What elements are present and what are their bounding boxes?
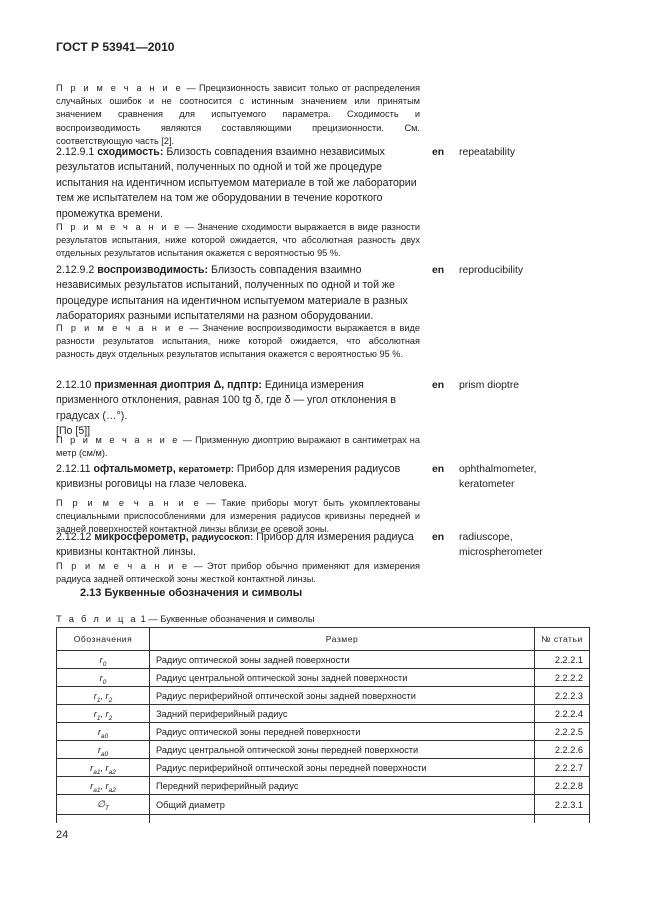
- symbol: r: [99, 654, 103, 665]
- term-definition: Прибор для измерения радиусов кривизны роговицы на глазе человека.: [56, 463, 401, 491]
- quantity-cell: Радиус оптической зоны задней поверхности: [150, 651, 535, 669]
- table-row: [57, 651, 590, 669]
- symbol: r: [105, 762, 109, 773]
- table-header-row: [57, 628, 590, 651]
- symbol-subscript: a0: [100, 732, 109, 740]
- symbol-cell: [57, 795, 150, 815]
- symbol-cell: [57, 669, 150, 687]
- term-number: 2.12.9.2: [56, 264, 95, 276]
- note-precision: [56, 82, 420, 148]
- symbol-cell: [57, 651, 150, 669]
- symbol-subscript: a2: [108, 768, 116, 776]
- empty-cell: [150, 815, 535, 824]
- symbol: r: [97, 744, 101, 755]
- term-number: 2.12.10: [56, 379, 92, 391]
- note-label: П р и м е ч а н и е: [56, 498, 201, 508]
- symbol: r: [93, 708, 97, 719]
- english-equivalent: [459, 530, 609, 560]
- clause-cell: 2.2.2.2: [535, 669, 590, 687]
- term-definition: Близость совпадения взаимно независимых результатов испытаний, полученных по одной и той же процедуре испытания на идентичном испытуемом материале в той же лаборатории тем же испытателем на том же оборудовании в течение короткого промежутка времени.: [56, 146, 417, 220]
- note-label: П р и м е ч а н и е: [56, 435, 180, 445]
- note-label: П р и м е ч а н и е: [56, 222, 182, 232]
- table-row: [57, 759, 590, 777]
- clause-cell: 2.2.3.1: [535, 795, 590, 815]
- symbol-subscript: 1: [96, 714, 101, 722]
- symbol-subscript: 1: [96, 696, 101, 704]
- empty-cell: [535, 815, 590, 824]
- lang-code: en: [432, 532, 445, 543]
- table-row: [57, 741, 590, 759]
- lang-code: en: [432, 265, 445, 276]
- table-row: [57, 777, 590, 795]
- column-header-quantity: Размер: [150, 628, 535, 651]
- table-caption: [56, 613, 315, 624]
- symbol: r: [90, 762, 94, 773]
- lang-code: en: [432, 380, 445, 391]
- term-prism-dioptre: [56, 378, 422, 440]
- english-equivalent: reproducibility: [459, 265, 524, 276]
- clause-cell: 2.2.2.8: [535, 777, 590, 795]
- quantity-cell: Радиус центральной оптической зоны передней поверхности: [150, 741, 535, 759]
- english-equivalent: prism dioptre: [459, 380, 520, 391]
- note-text: — Значение сходимости выражается в виде разности результатов испытания, ниже которой ожидается, что абсолютная разность двух отдельных результатов испытания окажется с вероятностью 95 %.: [56, 222, 420, 259]
- column-header-symbols: Обозначения: [57, 628, 150, 651]
- symbol: r: [105, 708, 109, 719]
- symbol-subscript: T: [105, 804, 109, 812]
- english-synonym: keratometer: [459, 479, 515, 490]
- table-caption-label: Т а б л и ц а: [56, 613, 138, 624]
- symbol-cell: $r_{a1}$, $r_{a2}$: [57, 759, 150, 777]
- term-number: 2.12.9.1: [56, 146, 95, 158]
- empty-cell: [57, 815, 150, 824]
- note-text: — Прецизионность зависит только от распределения случайных ошибок и не соотносится с истинным значением или принятым значением сравнения для испытуемого параметра. Сходимость и воспроизводимость являются составляющими прецизионности. См. соответствующую часть [2].: [56, 83, 420, 146]
- note-text: — Призменную диоптрию выражают в сантиметрах на метр (см/м).: [56, 435, 420, 459]
- clause-cell: 2.2.2.7: [535, 759, 590, 777]
- symbol-subscript: 0: [102, 678, 107, 686]
- table-continuation-row: [57, 815, 590, 824]
- term-definition: Единица измерения призменного отклонения, равная 100 tg δ, где δ — угол отклонения в градусах (…°).: [56, 379, 397, 422]
- term-name: призменная диоптрия Δ, пдптр:: [94, 379, 262, 391]
- term-number: 2.12.12: [56, 531, 92, 543]
- symbol-subscript: a2: [108, 786, 116, 794]
- symbol-cell: $r_{a1}$, $r_{a2}$: [57, 777, 150, 795]
- symbol-subscript: a0: [100, 750, 109, 758]
- section-heading: 2.13 Буквенные обозначения и символы: [80, 587, 303, 599]
- term-ophthalmometer: [56, 462, 422, 493]
- term-repeatability: [56, 145, 422, 222]
- symbols-table: [56, 627, 590, 823]
- symbol-cell: $r_1$, $r_2$: [57, 687, 150, 705]
- quantity-cell: Радиус центральной оптической зоны задней поверхности: [150, 669, 535, 687]
- term-reproducibility: [56, 263, 422, 325]
- symbol-subscript: a1: [93, 768, 101, 776]
- quantity-cell: Задний периферийный радиус: [150, 705, 535, 723]
- note-label: П р и м е ч а н и е: [56, 561, 190, 571]
- english-term: radiuscope,: [459, 532, 513, 543]
- table-row: [57, 705, 590, 723]
- clause-cell: 2.2.2.3: [535, 687, 590, 705]
- page-number: 24: [56, 829, 69, 841]
- column-header-clause: № статьи: [535, 628, 590, 651]
- symbol-cell: $r_1$, $r_2$: [57, 705, 150, 723]
- symbol-cell: [57, 723, 150, 741]
- term-definition: Прибор для измерения радиуса кривизны контактной линзы.: [56, 531, 414, 559]
- note-text: — Такие приборы могут быть укомплектованы специальными приспособлениями для измерения радиусов кривизны передней и задней поверхностей контактной линзы вблизи ее осевой зоны.: [56, 498, 420, 535]
- table-row: [57, 723, 590, 741]
- english-synonym: microspherometer: [459, 547, 543, 558]
- note-repeatability: [56, 221, 420, 261]
- symbol-subscript: 0: [102, 660, 107, 668]
- term-name: сходимость:: [97, 146, 164, 158]
- term-name: микросферометр,: [94, 531, 189, 543]
- note-label: П р и м е ч а н и е: [56, 323, 186, 333]
- clause-cell: 2.2.2.5: [535, 723, 590, 741]
- quantity-cell: Радиус периферийной оптической зоны задней поверхности: [150, 687, 535, 705]
- document-header: ГОСТ Р 53941—2010: [56, 40, 175, 54]
- lang-code: en: [432, 147, 445, 158]
- symbol: r: [99, 672, 103, 683]
- symbol: ∅: [97, 799, 106, 809]
- clause-cell: 2.2.2.4: [535, 705, 590, 723]
- quantity-cell: Радиус оптической зоны передней поверхности: [150, 723, 535, 741]
- term-name: офтальмометр,: [93, 463, 176, 475]
- clause-cell: 2.2.2.6: [535, 741, 590, 759]
- symbol: r: [90, 780, 94, 791]
- quantity-cell: Общий диаметр: [150, 795, 535, 815]
- symbol-subscript: 2: [108, 714, 113, 722]
- term-synonym: радиусоскоп:: [191, 532, 254, 542]
- note-text: — Значение воспроизводимости выражается в виде разности результатов испытания, ниже которой ожидается, что абсолютная разность двух отдельных результатов испытания окажется с вероятностью 95 %.: [56, 323, 420, 360]
- term-reference: [По [5]]: [56, 425, 91, 438]
- note-radiuscope: [56, 560, 420, 586]
- note-text: — Этот прибор обычно применяют для измерения радиуса задней оптической зоны жесткой контактной линзы.: [56, 561, 420, 585]
- lang-code: en: [432, 464, 445, 475]
- symbol-cell: [57, 741, 150, 759]
- note-reproducibility: [56, 322, 420, 362]
- term-radiuscope: [56, 530, 422, 561]
- symbol: r: [97, 726, 101, 737]
- table-caption-text: 1 — Буквенные обозначения и символы: [140, 613, 315, 624]
- note-label: П р и м е ч а н и е: [56, 83, 183, 93]
- english-equivalent: repeatability: [459, 147, 516, 158]
- english-term: ophthalmometer,: [459, 464, 537, 475]
- term-name: воспроизводимость:: [97, 264, 209, 276]
- clause-cell: 2.2.2.1: [535, 651, 590, 669]
- table-row: [57, 669, 590, 687]
- symbol: r: [105, 690, 109, 701]
- quantity-cell: Передний периферийный радиус: [150, 777, 535, 795]
- symbol-subscript: a1: [93, 786, 101, 794]
- table-row: [57, 687, 590, 705]
- term-number: 2.12.11: [56, 463, 91, 475]
- note-prism-dioptre: [56, 434, 420, 460]
- quantity-cell: Радиус периферийной оптической зоны передней поверхности: [150, 759, 535, 777]
- term-synonym: кератометр:: [178, 464, 234, 474]
- english-equivalent: [459, 462, 609, 492]
- symbol: r: [105, 780, 109, 791]
- term-definition: Близость совпадения взаимно независимых результатов испытаний, полученных по одной и той же процедуре испытания на идентичном испытуемом материале в разных лабораториях разными испытателями на разном оборудовании.: [56, 264, 408, 323]
- symbol-subscript: 2: [108, 696, 113, 704]
- symbol: r: [93, 690, 97, 701]
- table-row: [57, 795, 590, 815]
